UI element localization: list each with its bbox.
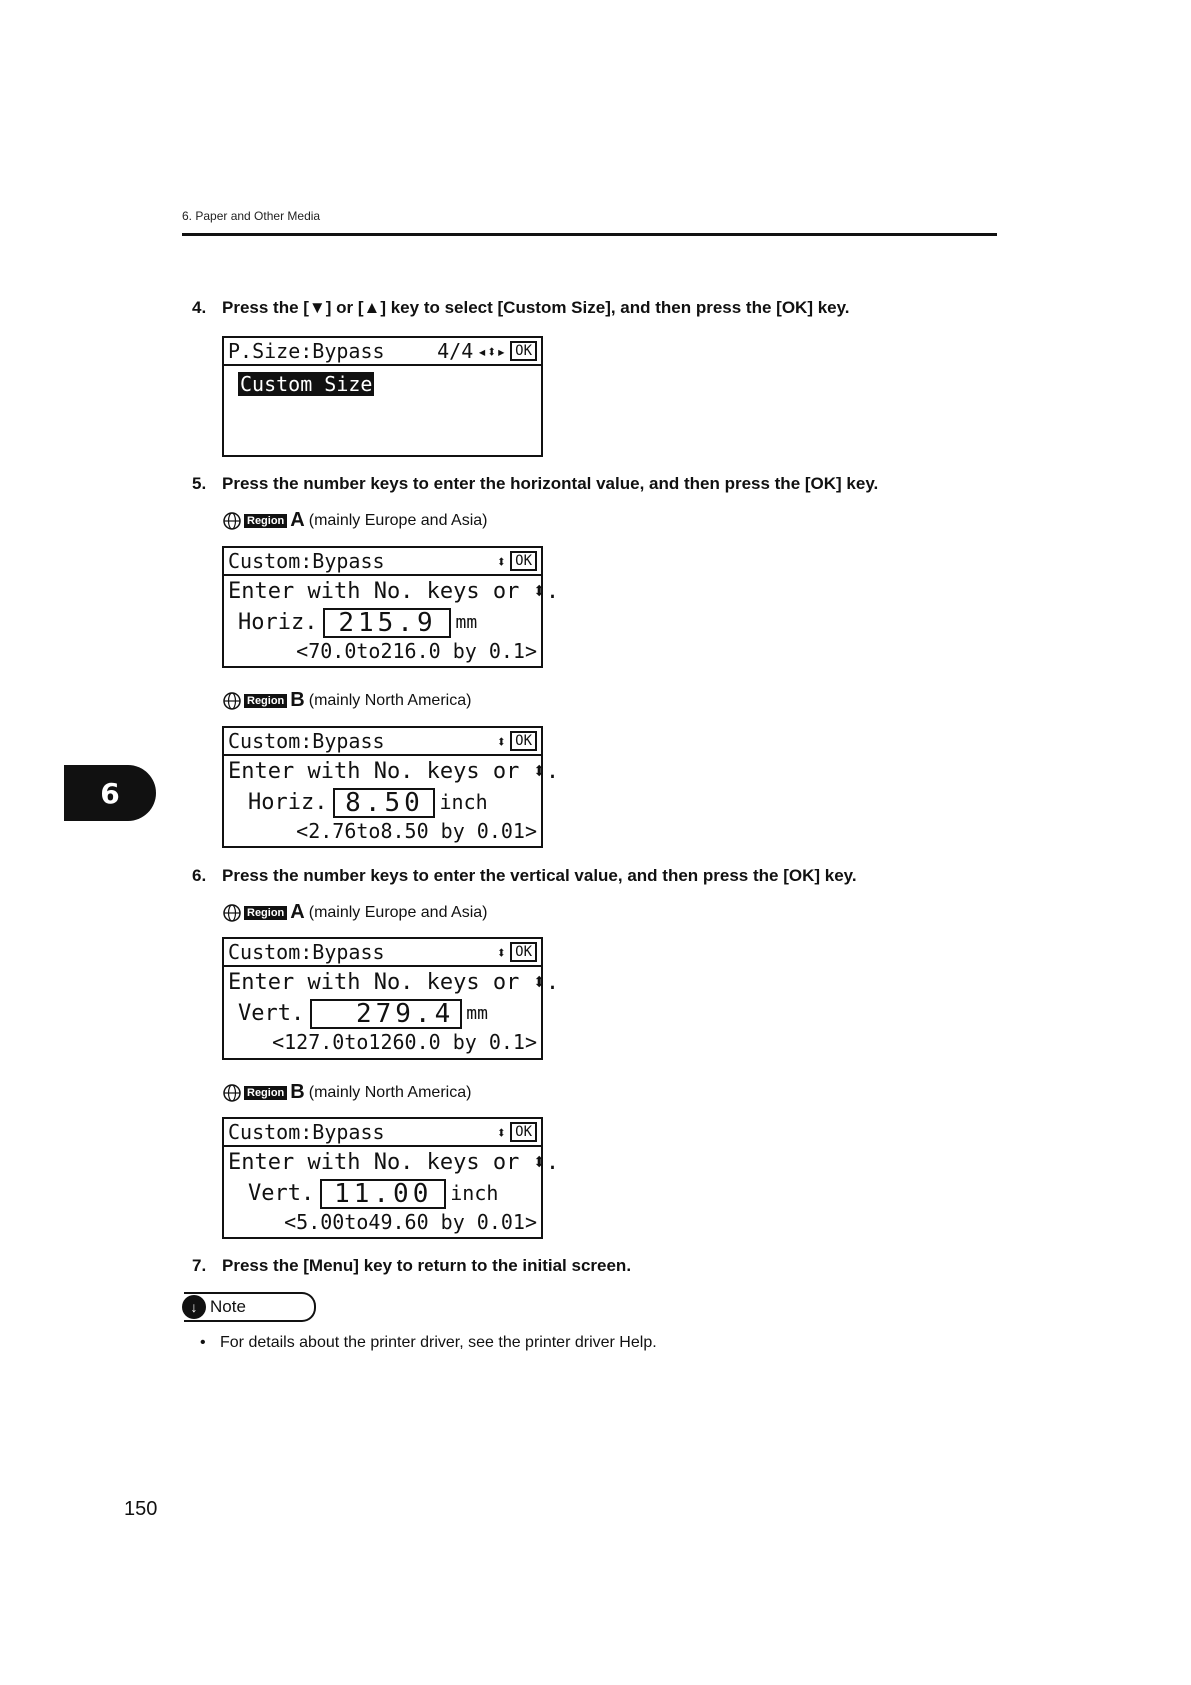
note-heading [184, 1292, 316, 1322]
lcd-titlebar [224, 338, 541, 366]
ok-key-icon: OK [510, 1122, 537, 1142]
region-tag: Region [244, 694, 287, 708]
step-7 [192, 1256, 631, 1276]
step-number: 5. [192, 474, 207, 493]
ok-key-icon: OK [510, 731, 537, 751]
bullet-icon: • [200, 1334, 206, 1351]
region-a-label [222, 901, 488, 924]
chapter-tab-number: 6 [100, 776, 120, 810]
up-down-arrow-icon: ⬍ [496, 731, 507, 751]
value-unit: mm [466, 1003, 488, 1024]
step-6 [192, 866, 857, 886]
lcd-horizontal-mm [222, 546, 560, 668]
value-unit: mm [455, 612, 478, 633]
note-bullet-text: For details about the printer driver, see the printer driver Help. [220, 1334, 657, 1351]
arrow-keys-icon: ◂⬍▸ [477, 341, 507, 361]
value-field[interactable]: 215.9 [323, 608, 451, 638]
step-text: Press the number keys to enter the vertical value, and then press the [OK] key. [222, 866, 857, 885]
value-row [224, 1178, 541, 1209]
lcd-horizontal-inch [222, 726, 560, 848]
step-text: Press the [▼] or [▲] key to select [Custom Size], and then press the [OK] key. [222, 298, 850, 317]
custom-size-option[interactable]: Custom Size [240, 372, 373, 396]
up-down-arrow-icon: ⬍ [496, 1122, 507, 1142]
value-range: <70.0to216.0 by 0.1> [296, 639, 537, 663]
up-down-arrow-icon: ⬍ [496, 942, 507, 962]
region-description: (mainly North America) [308, 1083, 472, 1101]
value-row [224, 787, 541, 818]
globe-icon [222, 511, 242, 531]
step-number: 6. [192, 866, 207, 885]
value-range: <2.76to8.50 by 0.01> [296, 819, 537, 843]
region-b-label [222, 1081, 471, 1104]
step-number: 7. [192, 1256, 207, 1275]
region-letter: B [290, 689, 305, 711]
lcd-prompt: Enter with No. keys or ⬍. [228, 579, 560, 604]
globe-icon [222, 903, 242, 923]
lcd-titlebar [224, 548, 541, 576]
region-tag: Region [244, 1086, 287, 1100]
lcd-title: Custom:Bypass [228, 729, 385, 753]
chapter-side-tab [64, 765, 156, 821]
note-label: Note [210, 1297, 246, 1316]
value-unit: inch [439, 790, 488, 814]
step-5 [192, 474, 878, 494]
lcd-paper-size-screen [222, 336, 543, 457]
value-row [224, 607, 541, 638]
lcd-titlebar [224, 728, 541, 756]
lcd-title: Custom:Bypass [228, 940, 385, 964]
value-range: <5.00to49.60 by 0.01> [284, 1210, 537, 1234]
region-description: (mainly North America) [308, 691, 472, 709]
ok-key-icon: OK [510, 341, 537, 361]
value-label: Vert. [248, 1181, 315, 1206]
chapter-header: 6. Paper and Other Media [182, 209, 321, 223]
lcd-prompt: Enter with No. keys or ⬍. [228, 970, 560, 995]
value-range: <127.0to1260.0 by 0.1> [272, 1030, 537, 1054]
header-rule [182, 233, 997, 236]
ok-key-icon: OK [510, 942, 537, 962]
step-number: 4. [192, 298, 207, 317]
value-label: Vert. [238, 1001, 305, 1026]
up-down-arrow-icon: ⬍ [496, 551, 507, 571]
lcd-title: Custom:Bypass [228, 549, 385, 573]
value-row [224, 998, 541, 1029]
value-field[interactable]: 8.50 [333, 788, 435, 818]
note-bullet [200, 1334, 657, 1352]
globe-icon [222, 691, 242, 711]
lcd-title: Custom:Bypass [228, 1120, 385, 1144]
lcd-title: P.Size:Bypass [228, 339, 385, 363]
region-letter: B [290, 1081, 305, 1103]
ok-key-icon: OK [510, 551, 537, 571]
page-indicator: 4/4 [437, 339, 474, 363]
region-letter: A [290, 509, 305, 531]
globe-icon [222, 1083, 242, 1103]
region-description: (mainly Europe and Asia) [308, 511, 488, 529]
value-unit: inch [450, 1181, 499, 1205]
region-a-label [222, 509, 488, 532]
value-label: Horiz. [248, 790, 328, 815]
note-icon: ↓ [182, 1295, 206, 1319]
step-text: Press the [Menu] key to return to the initial screen. [222, 1256, 632, 1275]
region-tag: Region [244, 906, 287, 920]
value-label: Horiz. [238, 610, 318, 635]
region-tag: Region [244, 514, 287, 528]
step-4 [192, 298, 850, 318]
value-field[interactable]: 11.00 [320, 1179, 446, 1209]
lcd-titlebar [224, 939, 541, 967]
region-description: (mainly Europe and Asia) [308, 903, 488, 921]
lcd-titlebar [224, 1119, 541, 1147]
lcd-prompt: Enter with No. keys or ⬍. [228, 1150, 560, 1175]
page-number: 150 [124, 1498, 158, 1520]
lcd-prompt: Enter with No. keys or ⬍. [228, 759, 560, 784]
region-letter: A [290, 901, 305, 923]
lcd-vertical-inch [222, 1117, 560, 1239]
lcd-vertical-mm [222, 937, 560, 1060]
region-b-label [222, 689, 471, 712]
value-field[interactable]: 279.4 [310, 999, 462, 1029]
step-text: Press the number keys to enter the horizontal value, and then press the [OK] key. [222, 474, 879, 493]
